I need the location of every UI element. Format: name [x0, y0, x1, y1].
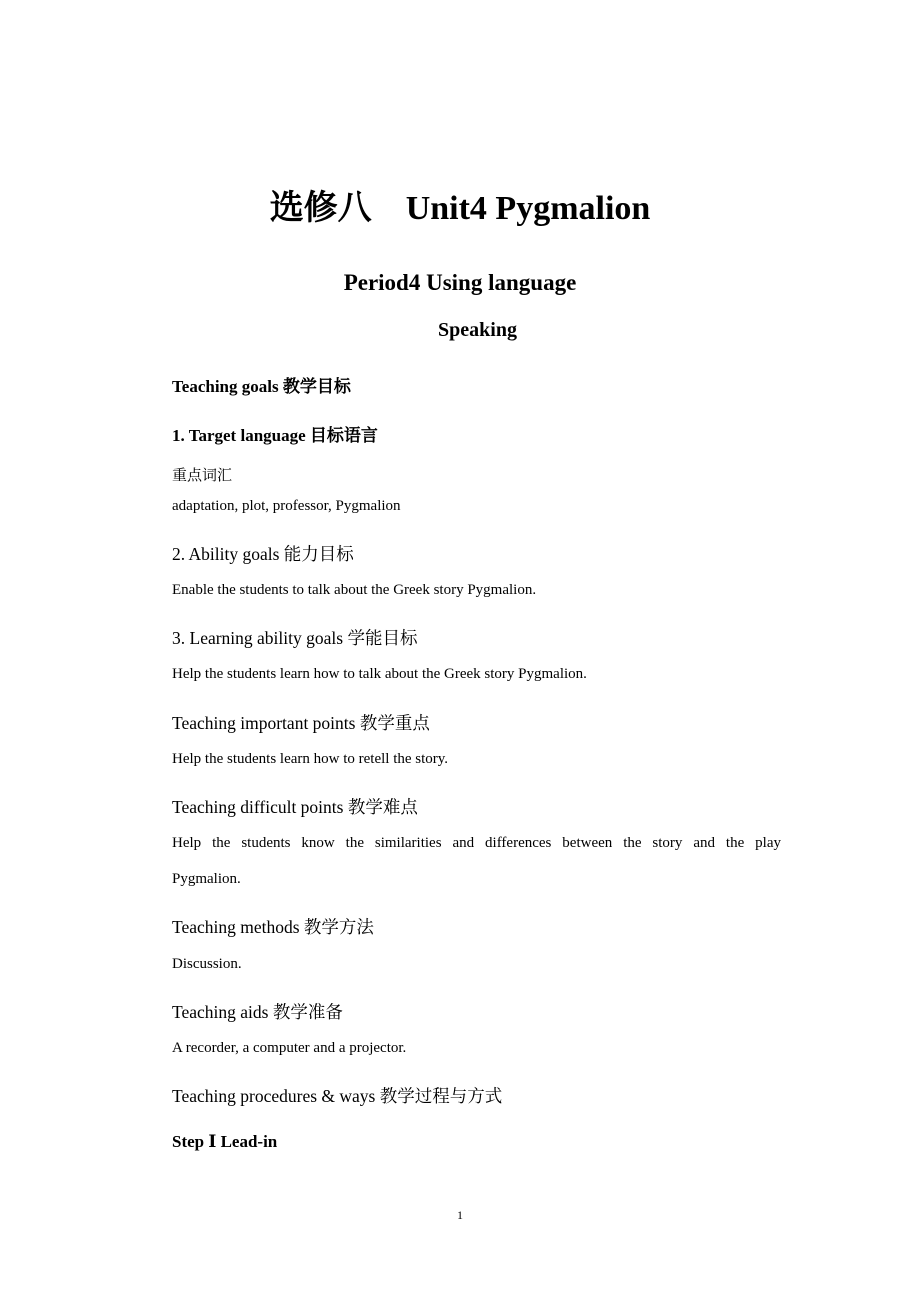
period-title: Period4 Using language — [343, 270, 577, 295]
learning-ability-goals-text: Help the students learn how to talk about the Greek story Pygmalion. — [172, 666, 587, 682]
document-title — [0, 180, 920, 229]
step-heading: Step Ⅰ Lead-in — [172, 1132, 278, 1151]
methods-heading: Teaching methods 教学方法 — [172, 917, 374, 937]
key-vocab-label: 重点词汇 — [172, 466, 233, 484]
title-english: Unit4 Pygmalion — [405, 190, 651, 227]
difficult-points-text-line2: Pygmalion. — [172, 871, 241, 887]
aids-text: A recorder, a computer and a projector. — [172, 1040, 407, 1056]
difficult-points-text-line1: Help the students know the similarities and differences between the story and the play — [172, 835, 781, 851]
page-number: 1 — [457, 1208, 463, 1222]
procedures-heading: Teaching procedures & ways 教学过程与方式 — [172, 1086, 503, 1106]
section-title: Speaking — [438, 319, 517, 341]
methods-text: Discussion. — [172, 956, 242, 972]
key-vocab-text: adaptation, plot, professor, Pygmalion — [172, 498, 401, 514]
target-language-heading: 1. Target language 目标语言 — [172, 426, 378, 445]
important-points-text: Help the students learn how to retell the story. — [172, 751, 449, 767]
learning-ability-goals-heading: 3. Learning ability goals 学能目标 — [172, 628, 418, 648]
title-chinese: 选修八 — [269, 190, 372, 227]
ability-goals-text: Enable the students to talk about the Greek story Pygmalion. — [172, 582, 537, 598]
aids-heading: Teaching aids 教学准备 — [172, 1002, 343, 1022]
important-points-heading: Teaching important points 教学重点 — [172, 713, 430, 733]
difficult-points-heading: Teaching difficult points 教学难点 — [172, 797, 418, 817]
teaching-goals-heading: Teaching goals 教学目标 — [172, 377, 351, 396]
ability-goals-heading: 2. Ability goals 能力目标 — [172, 544, 354, 564]
